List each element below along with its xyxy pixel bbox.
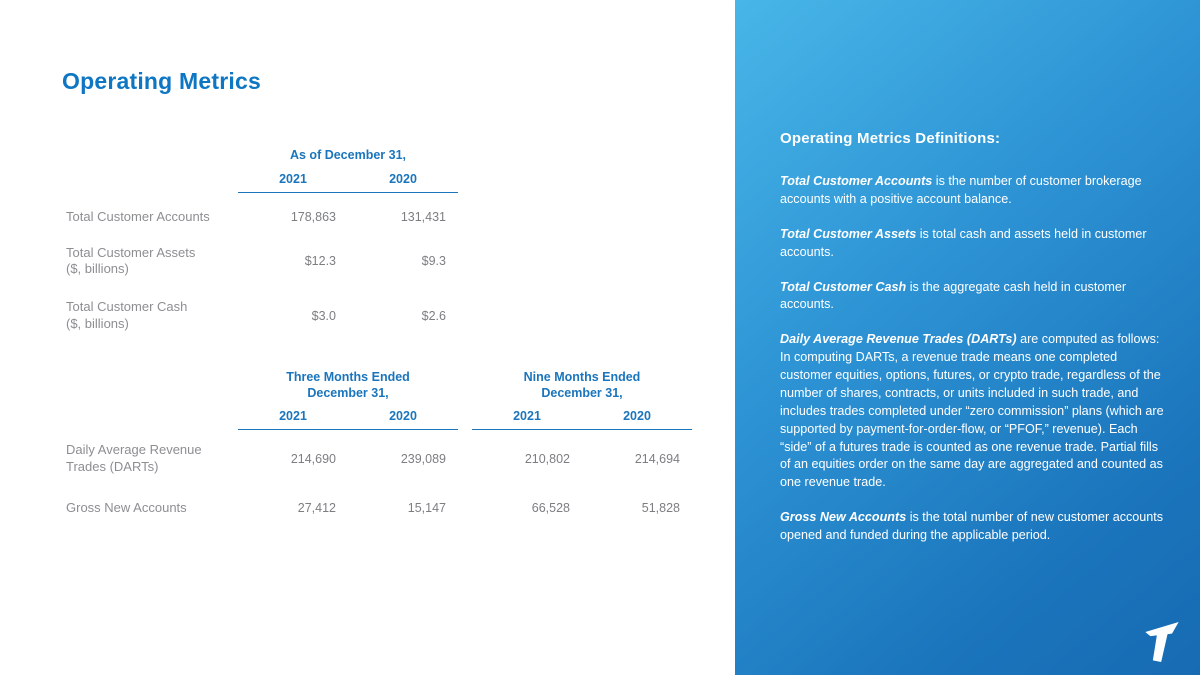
table1-year-2021: 2021 [279, 171, 307, 186]
row-label: Gross New Accounts [66, 500, 187, 516]
table1-header-row [66, 148, 458, 164]
definition-text: is total cash and assets held in customer accounts. [780, 226, 1147, 259]
year-2020: 2020 [389, 409, 417, 424]
definitions-heading: Operating Metrics Definitions: [780, 130, 1001, 147]
table-row [66, 299, 458, 333]
header-line1: Nine Months Ended [523, 370, 641, 384]
table2-header-row [66, 370, 692, 401]
table-row [66, 442, 692, 476]
nine-months-header [472, 370, 692, 401]
table-row [66, 500, 692, 517]
header-line1: Three Months Ended [286, 370, 410, 384]
row-label-line1: Total Customer Assets [66, 244, 196, 260]
header-line2: December 31, [541, 385, 623, 400]
header-line2: December 31, [307, 385, 389, 400]
cell-value: 214,694 [634, 452, 680, 467]
cell-value: 66,528 [531, 501, 570, 516]
definition-item [780, 509, 1168, 545]
definition-item [780, 331, 1168, 492]
definition-term: Total Customer Assets [780, 226, 917, 241]
period-ended-table [66, 370, 692, 517]
year-2021: 2021 [279, 409, 307, 424]
definitions-panel [735, 0, 1200, 675]
row-label-line1: Total Customer Cash [66, 299, 188, 315]
table1-period-header: As of December 31, [289, 148, 407, 162]
as-of-table [66, 148, 458, 333]
nine-months-years-group [472, 409, 692, 430]
three-months-header [238, 370, 458, 401]
table1-year-2020: 2020 [389, 171, 417, 186]
year-2020: 2020 [623, 409, 651, 424]
table2-years-row [66, 409, 692, 430]
definition-text: is the aggregate cash held in customer accounts. [780, 279, 1127, 312]
row-label: Total Customer Accounts [66, 208, 210, 224]
definition-text: is the number of customer brokerage accounts with a positive account balance. [780, 174, 1142, 206]
row-label [66, 299, 238, 333]
cell-value: $9.3 [421, 254, 446, 269]
cell-value: 210,802 [524, 452, 570, 467]
row-label-line2: ($, billions) [66, 316, 129, 332]
cell-value: $12.3 [304, 254, 336, 269]
cell-value: $2.6 [421, 309, 446, 324]
cell-value: 131,431 [400, 210, 446, 225]
definition-item [780, 226, 1168, 262]
cell-value: 239,089 [400, 452, 446, 467]
page-title: Operating Metrics [62, 68, 261, 94]
year-2021: 2021 [513, 409, 541, 424]
definition-item [780, 279, 1168, 315]
table-row [66, 209, 458, 226]
cell-value: 51,828 [641, 501, 680, 516]
table-row [66, 245, 458, 279]
cell-value: 214,690 [290, 452, 336, 467]
definition-text: is the total number of new customer accounts opened and funded during the applicable period. [780, 510, 1164, 542]
three-months-years-group [238, 409, 458, 430]
definition-text: are computed as follows: In computing DARTs, a revenue trade means one completed customer equities, options, futures, or crypto trade, regardless of the number of shares, contracts, or units included in such trade, and includes trades completed under “zero commission” plans (which are supported by payment-for-order-flow, or “PFOF,” revenue). Each “side” of a futures trade is counted as one revenue trade. Partial fills of an equities order on the same day are aggregated and counted as one revenue trade. [780, 332, 1164, 490]
cell-value: 15,147 [407, 501, 446, 516]
table1-years-row [66, 172, 458, 193]
company-logo-icon [1142, 619, 1182, 665]
row-label-line2: ($, billions) [66, 261, 129, 277]
definition-term: Total Customer Cash [780, 279, 907, 294]
cell-value: 178,863 [290, 210, 336, 225]
cell-value: 27,412 [297, 501, 336, 516]
definition-term: Gross New Accounts [780, 510, 907, 525]
row-label [66, 245, 238, 279]
definition-term: Total Customer Accounts [780, 174, 933, 188]
definition-term: Daily Average Revenue Trades (DARTs) [780, 332, 1017, 347]
cell-value: $3.0 [311, 309, 336, 324]
row-label: Daily Average Revenue Trades (DARTs) [66, 442, 202, 475]
table1-years-group [238, 172, 458, 193]
definition-item [780, 173, 1168, 209]
